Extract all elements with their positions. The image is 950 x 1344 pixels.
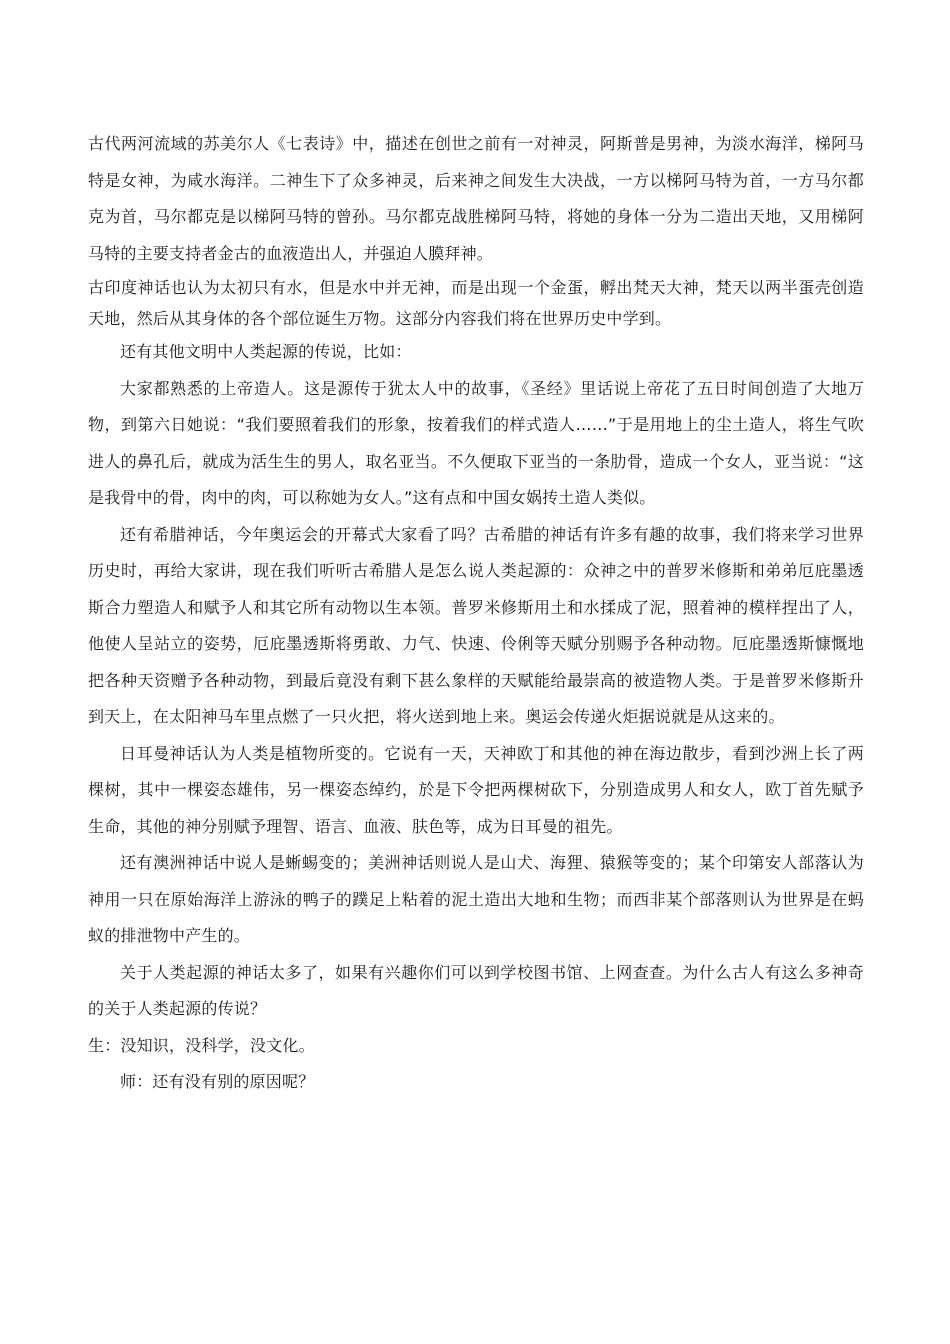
- paragraph-student-answer: 生：没知识，没科学，没文化。: [88, 1035, 315, 1055]
- paragraph-greek-myth: 还有希腊神话，今年奥运会的开幕式大家看了吗？古希腊的神话有许多有趣的故事，我们将来学习世界历史时，再给大家讲，现在我们听听古希腊人是怎么说人类起源的：众神之中的普罗米修斯和弟弟厄庇墨透斯合力塑造人和赋予人和其它所有动物以生本领。普罗米修斯用土和水揉成了泥，照着神的模样捏出了人，他使人呈站立的姿势，厄庇墨透斯将勇敢、力气、快速、伶俐等天赋分别赐予各种动物。厄庇墨透斯慷慨地把各种天资赠予各种动物，到最后竟没有剩下甚么象样的天赋能给最崇高的被造物人类。于是普罗米修斯升到天上，在太阳神马车里点燃了一只火把，将火送到地上来。奥运会传递火炬据说就是从这来的。: [88, 524, 864, 726]
- paragraph-sumerian-myth: 古代两河流域的苏美尔人《七表诗》中，描述在创世之前有一对神灵，阿斯普是男神，为淡水海洋，梯阿马特是女神，为咸水海洋。二神生下了众多神灵，后来神之间发生大决战，一方以梯阿马特为首，一方马尔都克为首，马尔都克是以梯阿马特的曾孙。马尔都克战胜梯阿马特，将她的身体一分为二造出天地，又用梯阿马特的主要支持者金古的血液造出人，并强迫人膜拜神。: [88, 134, 864, 263]
- paragraph-germanic-myth: 日耳曼神话认为人类是植物所变的。它说有一天，天神欧丁和其他的神在海边散步，看到沙洲上长了两棵树，其中一棵姿态雄伟，另一棵姿态绰约，於是下令把两棵树砍下，分别造成男人和女人，欧丁首先赋予生命，其他的神分别赋予理智、语言、血液、肤色等，成为日耳曼的祖先。: [88, 743, 864, 836]
- paragraph-other-myths: 还有澳洲神话中说人是蜥蜴变的；美洲神话则说人是山犬、海狸、猿猴等变的；某个印第安人部落认为神用一只在原始海洋上游泳的鸭子的蹼足上粘着的泥土造出大地和生物；而西非某个部落则认为世界是在蚂蚁的排泄物中产生的。: [88, 853, 864, 945]
- paragraph-teacher-followup: 师：还有没有别的原因呢？: [120, 1072, 315, 1091]
- paragraph-teacher-question: 关于人类起源的神话太多了，如果有兴趣你们可以到学校图书馆、上网查查。为什么古人有这么多神奇的关于人类起源的传说？: [88, 962, 864, 1018]
- paragraph-indian-myth: 古印度神话也认为太初只有水，但是水中并无神，而是出现一个金蛋，孵出梵天大神，梵天以两半蛋壳创造天地，然后从其身体的各个部位诞生万物。这部分内容我们将在世界历史中学到。: [88, 278, 864, 328]
- document-body: [88, 126, 864, 1101]
- paragraph-genesis: 大家都熟悉的上帝造人。这是源传于犹太人中的故事，《圣经》里话说上帝花了五日时间创造了大地万物，到第六日她说：“我们要照着我们的形象，按着我们的样式造人……”于是用地上的尘土造人，将生气吹进人的鼻孔后，就成为活生生的男人，取名亚当。不久便取下亚当的一条肋骨，造成一个女人，亚当说：“这是我骨中的骨，肉中的肉，可以称她为女人。”这有点和中国女娲抟土造人类似。: [88, 378, 864, 507]
- paragraph-other-civilizations: 还有其他文明中人类起源的传说，比如：: [120, 342, 412, 361]
